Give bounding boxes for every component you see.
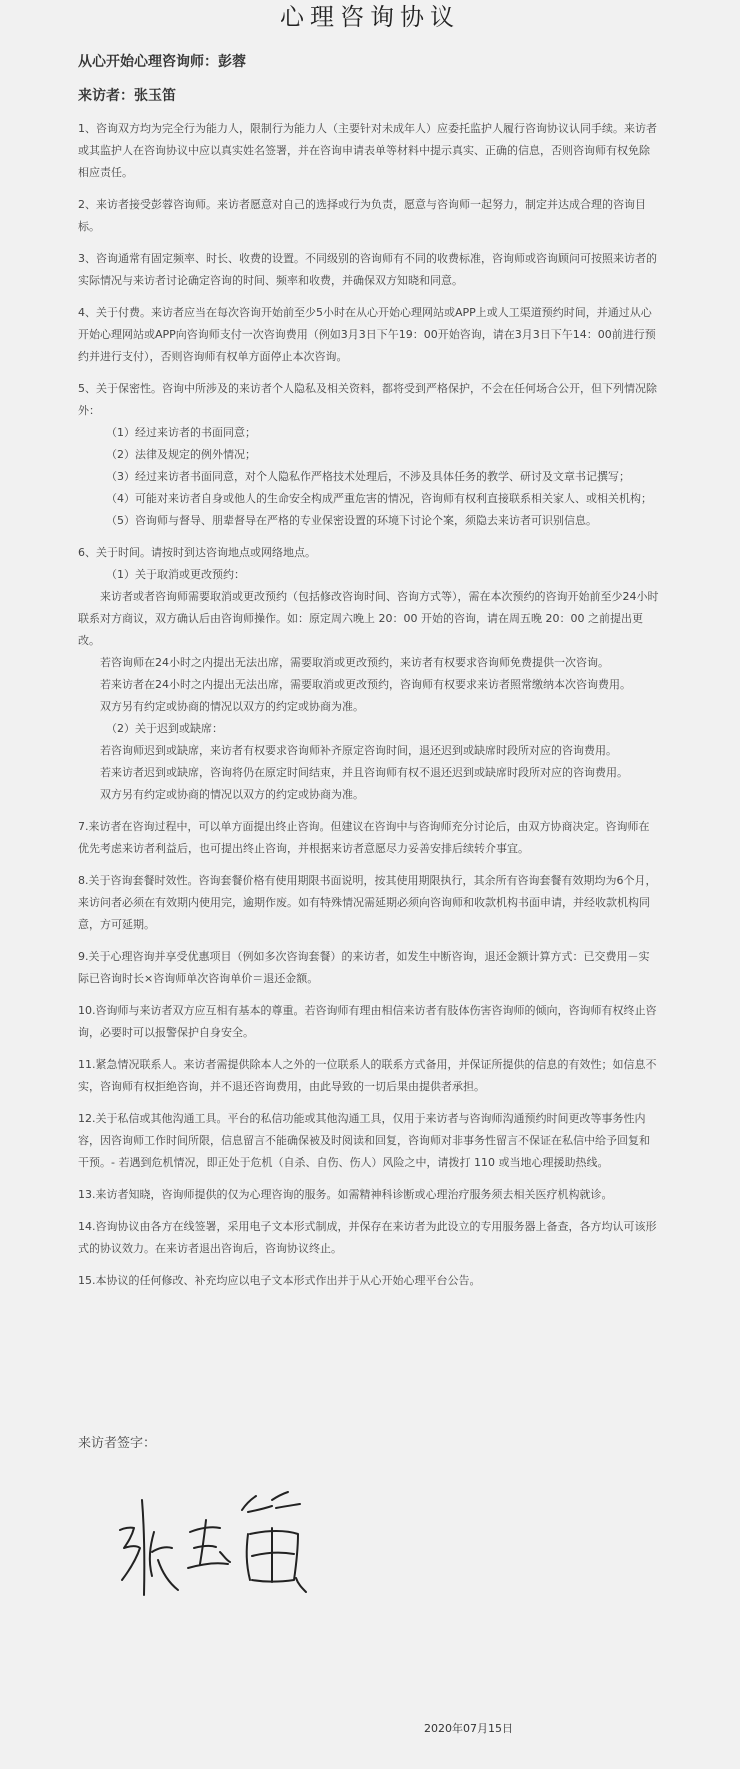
- clause-8: 8.关于咨询套餐时效性。咨询套餐价格有使用期限书面说明，按其使用期限执行，其余所有咨询套餐有效期均为6个月，来访问者必须在有效期内使用完，逾期作废。如有特殊情况需延期必须向咨询师和收款机构书面申请，并经收款机构同意，方可延期。: [78, 874, 657, 931]
- clause-6: 6、关于时间。请按时到达咨询地点或网络地点。: [78, 546, 316, 559]
- clause-1: 1、咨询双方均为完全行为能力人，限制行为能力人（主要针对未成年人）应委托监护人履行咨询协议认同手续。来访者或其监护人在咨询协议中应以真实姓名签署，并在咨询申请表单等材料中提示真实、正确的信息，否则咨询师有权免除相应责任。: [78, 122, 657, 179]
- clause-5-item: （2）法律及规定的例外情况；: [106, 448, 256, 461]
- clause-6-paragraph: 若咨询师迟到或缺席，来访者有权要求咨询师补齐原定咨询时间，退还迟到或缺席时段所对应的咨询费用。: [100, 744, 617, 757]
- clause-5: 5、关于保密性。咨询中所涉及的来访者个人隐私及相关资料，都将受到严格保护，不会在任何场合公开，但下列情况除外：: [78, 382, 657, 417]
- clause-3: 3、咨询通常有固定频率、时长、收费的设置。不同级别的咨询师有不同的收费标准，咨询师或咨询顾问可按照来访者的实际情况与来访者讨论确定咨询的时间、频率和收费，并确保双方知晓和同意。: [78, 252, 657, 287]
- clause-5-item: （3）经过来访者书面同意，对个人隐私作严格技术处理后，不涉及具体任务的教学、研讨及文章书记撰写；: [106, 470, 630, 483]
- clause-5-item: （5）咨询师与督导、朋辈督导在严格的专业保密设置的环境下讨论个案，须隐去来访者可识别信息。: [106, 514, 597, 527]
- clause-6-paragraph: 双方另有约定或协商的情况以双方的约定或协商为准。: [100, 788, 364, 801]
- clause-10: 10.咨询师与来访者双方应互相有基本的尊重。若咨询师有理由相信来访者有肢体伤害咨询师的倾向，咨询师有权终止咨询，必要时可以报警保护自身安全。: [78, 1004, 657, 1039]
- clause-12: 12.关于私信或其他沟通工具。平台的私信功能或其他沟通工具，仅用于来访者与咨询师沟通预约时间更改等事务性内容，因咨询师工作时间所限，信息留言不能确保被及时阅读和回复，咨询师对非事务性留言不保证在私信中给予回复和干预。- 若遇到危机情况，即正处于危机（自杀、自伤、伤人）风险之中，请拨打 110 或当地心理援助热线。: [78, 1112, 650, 1169]
- agreement-body: [78, 118, 660, 1302]
- signature-label: 来访者签字：: [78, 1436, 157, 1451]
- clause-6-paragraph: 若来访者在24小时之内提出无法出席，需要取消或更改预约，咨询师有权要求来访者照常缴纳本次咨询费用。: [100, 678, 631, 691]
- clause-6-paragraph: 双方另有约定或协商的情况以双方的约定或协商为准。: [100, 700, 364, 713]
- clause-6-subheading: （2）关于迟到或缺席：: [106, 722, 223, 735]
- clause-5-item: （1）经过来访者的书面同意；: [106, 426, 256, 439]
- clause-13: 13.来访者知晓，咨询师提供的仅为心理咨询的服务。如需精神科诊断或心理治疗服务须去相关医疗机构就诊。: [78, 1188, 613, 1201]
- clause-5-item: （4）可能对来访者自身或他人的生命安全构成严重危害的情况，咨询师有权利直接联系相关家人、或相关机构；: [106, 492, 652, 505]
- signing-date: 2020年07月15日: [424, 1722, 513, 1735]
- clause-6-subheading: （1）关于取消或更改预约：: [106, 568, 245, 581]
- clause-7: 7.来访者在咨询过程中，可以单方面提出终止咨询。但建议在咨询中与咨询师充分讨论后，由双方协商决定。咨询师在优先考虑来访者利益后，也可提出终止咨询，并根据来访者意愿尽力妥善安排后续转介事宜。: [78, 820, 650, 855]
- clause-14: 14.咨询协议由各方在线签署，采用电子文本形式制成，并保存在来访者为此设立的专用服务器上备查，各方均认可该形式的协议效力。在来访者退出咨询后，咨询协议终止。: [78, 1220, 657, 1255]
- clause-2: 2、来访者接受彭蓉咨询师。来访者愿意对自己的选择或行为负责，愿意与咨询师一起努力，制定并达成合理的咨询目标。: [78, 198, 646, 233]
- clause-6-paragraph: 若来访者迟到或缺席，咨询将仍在原定时间结束，并且咨询师有权不退还迟到或缺席时段所对应的咨询费用。: [100, 766, 628, 779]
- clause-15: 15.本协议的任何修改、补充均应以电子文本形式作出并于从心开始心理平台公告。: [78, 1274, 481, 1287]
- client-line: 来访者：张玉笛: [78, 88, 176, 104]
- clause-6-paragraph: 若咨询师在24小时之内提出无法出席，需要取消或更改预约，来访者有权要求咨询师免费提供一次咨询。: [100, 656, 609, 669]
- counselor-line: 从心开始心理咨询师：彭蓉: [78, 54, 246, 70]
- clause-4: 4、关于付费。来访者应当在每次咨询开始前至少5小时在从心开始心理网站或APP上或人工渠道预约时间，并通过从心开始心理网站或APP向咨询师支付一次咨询费用（例如3月3日下午19：00开始咨询，请在3月3日下午14：00前进行预约并进行支付），否则咨询师有权单方面停止本次咨询。: [78, 306, 656, 363]
- clause-6-paragraph: 来访者或者咨询师需要取消或更改预约（包括修改咨询时间、咨询方式等），需在本次预约的咨询开始前至少24小时联系对方商议，双方确认后由咨询师操作。如：原定周六晚上 20：00 开始的咨询，请在周五晚 20：00 之前提出更改。: [78, 590, 659, 647]
- clause-11: 11.紧急情况联系人。来访者需提供除本人之外的一位联系人的联系方式备用，并保证所提供的信息的有效性；如信息不实，咨询师有权拒绝咨询，并不退还咨询费用，由此导致的一切后果由提供者承担。: [78, 1058, 657, 1093]
- clause-9: 9.关于心理咨询并享受优惠项目（例如多次咨询套餐）的来访者，如发生中断咨询，退还金额计算方式：已交费用－实际已咨询时长×咨询师单次咨询单价＝退还金额。: [78, 950, 650, 985]
- handwritten-signature: [112, 1490, 332, 1610]
- page-title: 心理咨询协议: [280, 3, 460, 31]
